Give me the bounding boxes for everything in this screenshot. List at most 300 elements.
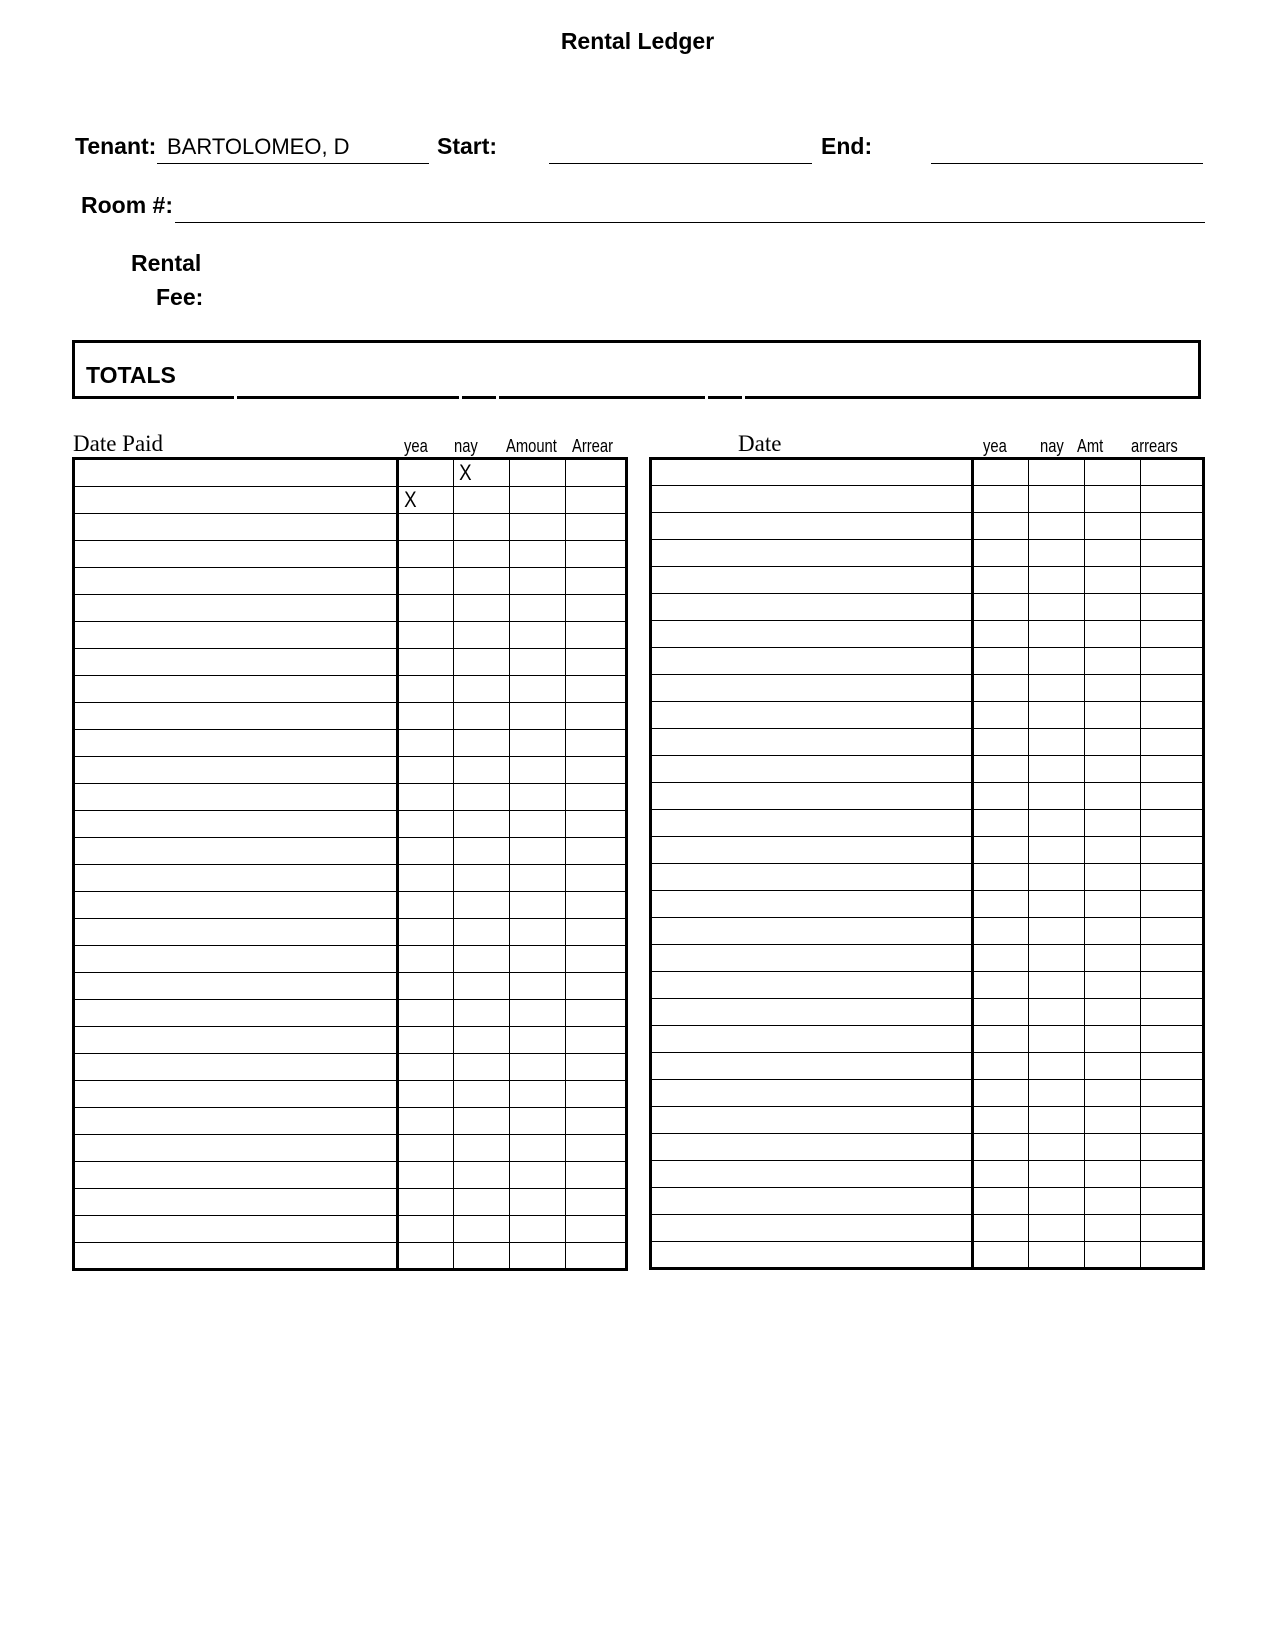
right-arrears-cell[interactable] (1141, 972, 1204, 999)
left-arrears-cell[interactable] (566, 459, 627, 487)
left-nay-cell[interactable] (454, 1216, 510, 1243)
left-yea-cell[interactable] (398, 1027, 454, 1054)
right-date-cell[interactable] (651, 1053, 973, 1080)
left-yea-cell[interactable] (398, 730, 454, 757)
left-nay-cell[interactable] (454, 973, 510, 1000)
right-amount-cell[interactable] (1085, 648, 1141, 675)
right-nay-cell[interactable] (1029, 783, 1085, 810)
left-arrears-cell[interactable] (566, 973, 627, 1000)
right-arrears-cell[interactable] (1141, 891, 1204, 918)
right-date-cell[interactable] (651, 945, 973, 972)
left-date-cell[interactable] (74, 757, 398, 784)
left-yea-cell[interactable] (398, 892, 454, 919)
left-nay-cell[interactable] (454, 568, 510, 595)
right-arrears-cell[interactable] (1141, 1242, 1204, 1269)
right-yea-cell[interactable] (973, 621, 1029, 648)
right-nay-cell[interactable] (1029, 1107, 1085, 1134)
right-arrears-cell[interactable] (1141, 1107, 1204, 1134)
right-nay-cell[interactable] (1029, 540, 1085, 567)
right-amount-cell[interactable] (1085, 1215, 1141, 1242)
left-arrears-cell[interactable] (566, 838, 627, 865)
left-arrears-cell[interactable] (566, 1000, 627, 1027)
right-amount-cell[interactable] (1085, 459, 1141, 486)
right-nay-cell[interactable] (1029, 837, 1085, 864)
left-amount-cell[interactable] (510, 703, 566, 730)
right-amount-cell[interactable] (1085, 540, 1141, 567)
right-nay-cell[interactable] (1029, 648, 1085, 675)
right-yea-cell[interactable] (973, 945, 1029, 972)
left-nay-cell[interactable] (454, 1243, 510, 1270)
right-amount-cell[interactable] (1085, 972, 1141, 999)
right-date-cell[interactable] (651, 675, 973, 702)
right-amount-cell[interactable] (1085, 810, 1141, 837)
right-arrears-cell[interactable] (1141, 1080, 1204, 1107)
right-arrears-cell[interactable] (1141, 945, 1204, 972)
left-arrears-cell[interactable] (566, 946, 627, 973)
right-arrears-cell[interactable] (1141, 513, 1204, 540)
left-date-cell[interactable] (74, 649, 398, 676)
right-date-cell[interactable] (651, 648, 973, 675)
right-yea-cell[interactable] (973, 513, 1029, 540)
right-nay-cell[interactable] (1029, 594, 1085, 621)
right-yea-cell[interactable] (973, 1026, 1029, 1053)
left-arrears-cell[interactable] (566, 1189, 627, 1216)
right-yea-cell[interactable] (973, 567, 1029, 594)
left-amount-cell[interactable] (510, 973, 566, 1000)
right-arrears-cell[interactable] (1141, 999, 1204, 1026)
right-nay-cell[interactable] (1029, 486, 1085, 513)
left-arrears-cell[interactable] (566, 1108, 627, 1135)
left-amount-cell[interactable] (510, 838, 566, 865)
left-nay-cell[interactable] (454, 649, 510, 676)
right-nay-cell[interactable] (1029, 1134, 1085, 1161)
right-yea-cell[interactable] (973, 486, 1029, 513)
right-amount-cell[interactable] (1085, 594, 1141, 621)
right-arrears-cell[interactable] (1141, 756, 1204, 783)
right-yea-cell[interactable] (973, 783, 1029, 810)
right-date-cell[interactable] (651, 837, 973, 864)
right-arrears-cell[interactable] (1141, 648, 1204, 675)
right-yea-cell[interactable] (973, 864, 1029, 891)
right-yea-cell[interactable] (973, 540, 1029, 567)
right-amount-cell[interactable] (1085, 891, 1141, 918)
right-date-cell[interactable] (651, 459, 973, 486)
right-arrears-cell[interactable] (1141, 783, 1204, 810)
right-arrears-cell[interactable] (1141, 729, 1204, 756)
right-amount-cell[interactable] (1085, 1161, 1141, 1188)
right-amount-cell[interactable] (1085, 1188, 1141, 1215)
right-amount-cell[interactable] (1085, 1134, 1141, 1161)
left-date-cell[interactable] (74, 514, 398, 541)
left-date-cell[interactable] (74, 1054, 398, 1081)
left-amount-cell[interactable] (510, 1135, 566, 1162)
right-amount-cell[interactable] (1085, 1107, 1141, 1134)
left-date-cell[interactable] (74, 622, 398, 649)
right-yea-cell[interactable] (973, 1188, 1029, 1215)
right-arrears-cell[interactable] (1141, 567, 1204, 594)
right-amount-cell[interactable] (1085, 675, 1141, 702)
right-date-cell[interactable] (651, 1026, 973, 1053)
left-amount-cell[interactable] (510, 514, 566, 541)
left-nay-cell[interactable] (454, 1027, 510, 1054)
right-arrears-cell[interactable] (1141, 810, 1204, 837)
left-amount-cell[interactable] (510, 1243, 566, 1270)
right-date-cell[interactable] (651, 1134, 973, 1161)
left-date-cell[interactable] (74, 973, 398, 1000)
left-amount-cell[interactable] (510, 1000, 566, 1027)
left-yea-cell[interactable] (398, 811, 454, 838)
left-amount-cell[interactable] (510, 865, 566, 892)
left-date-cell[interactable] (74, 730, 398, 757)
left-arrears-cell[interactable] (566, 649, 627, 676)
right-date-cell[interactable] (651, 1242, 973, 1269)
left-arrears-cell[interactable] (566, 1162, 627, 1189)
right-amount-cell[interactable] (1085, 1080, 1141, 1107)
left-nay-cell[interactable] (454, 676, 510, 703)
left-date-cell[interactable] (74, 946, 398, 973)
left-amount-cell[interactable] (510, 487, 566, 514)
left-amount-cell[interactable] (510, 568, 566, 595)
right-nay-cell[interactable] (1029, 1080, 1085, 1107)
right-arrears-cell[interactable] (1141, 621, 1204, 648)
left-amount-cell[interactable] (510, 892, 566, 919)
right-date-cell[interactable] (651, 756, 973, 783)
left-amount-cell[interactable] (510, 757, 566, 784)
right-amount-cell[interactable] (1085, 756, 1141, 783)
left-nay-cell[interactable] (454, 487, 510, 514)
right-yea-cell[interactable] (973, 999, 1029, 1026)
right-amount-cell[interactable] (1085, 918, 1141, 945)
right-yea-cell[interactable] (973, 837, 1029, 864)
left-date-cell[interactable] (74, 1108, 398, 1135)
left-yea-cell[interactable] (398, 1054, 454, 1081)
right-nay-cell[interactable] (1029, 918, 1085, 945)
left-amount-cell[interactable] (510, 1027, 566, 1054)
right-yea-cell[interactable] (973, 1080, 1029, 1107)
left-nay-cell[interactable] (454, 838, 510, 865)
left-arrears-cell[interactable] (566, 514, 627, 541)
left-date-cell[interactable] (74, 595, 398, 622)
right-nay-cell[interactable] (1029, 810, 1085, 837)
left-amount-cell[interactable] (510, 541, 566, 568)
right-date-cell[interactable] (651, 540, 973, 567)
left-yea-cell[interactable] (398, 676, 454, 703)
left-nay-cell[interactable] (454, 919, 510, 946)
left-date-cell[interactable] (74, 784, 398, 811)
left-date-cell[interactable] (74, 811, 398, 838)
left-date-cell[interactable] (74, 541, 398, 568)
right-arrears-cell[interactable] (1141, 675, 1204, 702)
right-arrears-cell[interactable] (1141, 540, 1204, 567)
left-arrears-cell[interactable] (566, 676, 627, 703)
left-amount-cell[interactable] (510, 1081, 566, 1108)
left-yea-cell[interactable] (398, 919, 454, 946)
right-nay-cell[interactable] (1029, 756, 1085, 783)
left-yea-cell[interactable] (398, 946, 454, 973)
right-yea-cell[interactable] (973, 459, 1029, 486)
left-nay-cell[interactable] (454, 1189, 510, 1216)
right-date-cell[interactable] (651, 513, 973, 540)
right-amount-cell[interactable] (1085, 1242, 1141, 1269)
left-date-cell[interactable] (74, 703, 398, 730)
left-amount-cell[interactable] (510, 1162, 566, 1189)
right-amount-cell[interactable] (1085, 864, 1141, 891)
right-amount-cell[interactable] (1085, 513, 1141, 540)
right-nay-cell[interactable] (1029, 864, 1085, 891)
right-yea-cell[interactable] (973, 648, 1029, 675)
left-arrears-cell[interactable] (566, 1243, 627, 1270)
left-amount-cell[interactable] (510, 784, 566, 811)
left-date-cell[interactable] (74, 892, 398, 919)
right-amount-cell[interactable] (1085, 621, 1141, 648)
left-yea-cell[interactable] (398, 459, 454, 487)
right-yea-cell[interactable] (973, 1053, 1029, 1080)
left-amount-cell[interactable] (510, 1216, 566, 1243)
left-date-cell[interactable] (74, 1216, 398, 1243)
right-nay-cell[interactable] (1029, 972, 1085, 999)
right-yea-cell[interactable] (973, 729, 1029, 756)
left-nay-cell[interactable] (454, 1135, 510, 1162)
left-amount-cell[interactable] (510, 1108, 566, 1135)
left-amount-cell[interactable] (510, 649, 566, 676)
left-date-cell[interactable] (74, 676, 398, 703)
left-yea-cell[interactable] (398, 1108, 454, 1135)
left-arrears-cell[interactable] (566, 1027, 627, 1054)
right-date-cell[interactable] (651, 621, 973, 648)
left-nay-cell[interactable] (454, 757, 510, 784)
left-yea-cell[interactable] (398, 757, 454, 784)
left-nay-cell[interactable] (454, 865, 510, 892)
left-yea-cell[interactable] (398, 649, 454, 676)
left-arrears-cell[interactable] (566, 784, 627, 811)
left-arrears-cell[interactable] (566, 1081, 627, 1108)
right-date-cell[interactable] (651, 999, 973, 1026)
right-date-cell[interactable] (651, 891, 973, 918)
right-nay-cell[interactable] (1029, 1026, 1085, 1053)
left-yea-cell[interactable] (398, 865, 454, 892)
left-yea-cell[interactable] (398, 784, 454, 811)
right-arrears-cell[interactable] (1141, 1161, 1204, 1188)
left-nay-cell[interactable] (454, 784, 510, 811)
left-yea-cell[interactable] (398, 973, 454, 1000)
left-arrears-cell[interactable] (566, 703, 627, 730)
left-yea-cell[interactable] (398, 1000, 454, 1027)
left-amount-cell[interactable] (510, 919, 566, 946)
left-amount-cell[interactable] (510, 595, 566, 622)
left-nay-cell[interactable] (454, 1081, 510, 1108)
right-nay-cell[interactable] (1029, 1242, 1085, 1269)
left-yea-cell[interactable] (398, 1081, 454, 1108)
right-nay-cell[interactable] (1029, 702, 1085, 729)
left-yea-cell[interactable] (398, 541, 454, 568)
right-date-cell[interactable] (651, 702, 973, 729)
left-amount-cell[interactable] (510, 730, 566, 757)
right-yea-cell[interactable] (973, 1161, 1029, 1188)
left-date-cell[interactable] (74, 1162, 398, 1189)
right-nay-cell[interactable] (1029, 459, 1085, 486)
left-arrears-cell[interactable] (566, 730, 627, 757)
right-amount-cell[interactable] (1085, 1026, 1141, 1053)
right-arrears-cell[interactable] (1141, 1215, 1204, 1242)
tenant-field[interactable]: BARTOLOMEO, D (167, 134, 350, 159)
left-amount-cell[interactable] (510, 811, 566, 838)
left-yea-cell[interactable] (398, 1216, 454, 1243)
left-date-cell[interactable] (74, 838, 398, 865)
left-date-cell[interactable] (74, 1000, 398, 1027)
left-date-cell[interactable] (74, 1189, 398, 1216)
right-yea-cell[interactable] (973, 594, 1029, 621)
right-date-cell[interactable] (651, 783, 973, 810)
left-yea-cell[interactable] (398, 487, 454, 514)
right-arrears-cell[interactable] (1141, 594, 1204, 621)
left-yea-cell[interactable] (398, 703, 454, 730)
right-yea-cell[interactable] (973, 1107, 1029, 1134)
right-date-cell[interactable] (651, 1107, 973, 1134)
left-date-cell[interactable] (74, 487, 398, 514)
left-arrears-cell[interactable] (566, 919, 627, 946)
left-amount-cell[interactable] (510, 622, 566, 649)
right-date-cell[interactable] (651, 1215, 973, 1242)
left-date-cell[interactable] (74, 865, 398, 892)
right-arrears-cell[interactable] (1141, 702, 1204, 729)
left-nay-cell[interactable] (454, 595, 510, 622)
right-arrears-cell[interactable] (1141, 1026, 1204, 1053)
right-arrears-cell[interactable] (1141, 918, 1204, 945)
right-date-cell[interactable] (651, 1161, 973, 1188)
right-nay-cell[interactable] (1029, 513, 1085, 540)
left-arrears-cell[interactable] (566, 811, 627, 838)
left-arrears-cell[interactable] (566, 757, 627, 784)
right-yea-cell[interactable] (973, 702, 1029, 729)
left-amount-cell[interactable] (510, 1189, 566, 1216)
left-nay-cell[interactable] (454, 541, 510, 568)
right-arrears-cell[interactable] (1141, 864, 1204, 891)
right-date-cell[interactable] (651, 1188, 973, 1215)
right-nay-cell[interactable] (1029, 891, 1085, 918)
left-yea-cell[interactable] (398, 568, 454, 595)
right-amount-cell[interactable] (1085, 1053, 1141, 1080)
left-arrears-cell[interactable] (566, 487, 627, 514)
left-yea-cell[interactable] (398, 622, 454, 649)
left-arrears-cell[interactable] (566, 892, 627, 919)
right-yea-cell[interactable] (973, 756, 1029, 783)
right-arrears-cell[interactable] (1141, 837, 1204, 864)
left-arrears-cell[interactable] (566, 865, 627, 892)
left-nay-cell[interactable] (454, 514, 510, 541)
right-arrears-cell[interactable] (1141, 1053, 1204, 1080)
right-amount-cell[interactable] (1085, 837, 1141, 864)
right-date-cell[interactable] (651, 972, 973, 999)
right-arrears-cell[interactable] (1141, 459, 1204, 486)
left-nay-cell[interactable] (454, 622, 510, 649)
right-amount-cell[interactable] (1085, 702, 1141, 729)
right-nay-cell[interactable] (1029, 675, 1085, 702)
left-nay-cell[interactable] (454, 892, 510, 919)
right-nay-cell[interactable] (1029, 1188, 1085, 1215)
right-amount-cell[interactable] (1085, 945, 1141, 972)
left-yea-cell[interactable] (398, 1243, 454, 1270)
left-amount-cell[interactable] (510, 946, 566, 973)
left-date-cell[interactable] (74, 1135, 398, 1162)
right-date-cell[interactable] (651, 864, 973, 891)
left-amount-cell[interactable] (510, 676, 566, 703)
left-nay-cell[interactable] (454, 1054, 510, 1081)
right-arrears-cell[interactable] (1141, 486, 1204, 513)
left-yea-cell[interactable] (398, 838, 454, 865)
left-nay-cell[interactable] (454, 703, 510, 730)
right-date-cell[interactable] (651, 486, 973, 513)
left-date-cell[interactable] (74, 1027, 398, 1054)
left-date-cell[interactable] (74, 1243, 398, 1270)
left-nay-cell[interactable] (454, 1000, 510, 1027)
left-nay-cell[interactable] (454, 811, 510, 838)
right-yea-cell[interactable] (973, 1242, 1029, 1269)
right-date-cell[interactable] (651, 729, 973, 756)
left-yea-cell[interactable] (398, 1189, 454, 1216)
left-yea-cell[interactable] (398, 1162, 454, 1189)
right-yea-cell[interactable] (973, 972, 1029, 999)
right-nay-cell[interactable] (1029, 1161, 1085, 1188)
left-nay-cell[interactable] (454, 730, 510, 757)
right-nay-cell[interactable] (1029, 621, 1085, 648)
right-date-cell[interactable] (651, 918, 973, 945)
right-nay-cell[interactable] (1029, 1215, 1085, 1242)
right-date-cell[interactable] (651, 1080, 973, 1107)
right-date-cell[interactable] (651, 567, 973, 594)
left-arrears-cell[interactable] (566, 1054, 627, 1081)
left-date-cell[interactable] (74, 919, 398, 946)
right-yea-cell[interactable] (973, 1134, 1029, 1161)
right-nay-cell[interactable] (1029, 1053, 1085, 1080)
right-yea-cell[interactable] (973, 675, 1029, 702)
left-arrears-cell[interactable] (566, 1135, 627, 1162)
left-date-cell[interactable] (74, 459, 398, 487)
left-yea-cell[interactable] (398, 1135, 454, 1162)
right-yea-cell[interactable] (973, 891, 1029, 918)
left-yea-cell[interactable] (398, 595, 454, 622)
right-yea-cell[interactable] (973, 810, 1029, 837)
left-arrears-cell[interactable] (566, 622, 627, 649)
left-arrears-cell[interactable] (566, 541, 627, 568)
right-yea-cell[interactable] (973, 1215, 1029, 1242)
left-date-cell[interactable] (74, 568, 398, 595)
left-yea-cell[interactable] (398, 514, 454, 541)
right-amount-cell[interactable] (1085, 999, 1141, 1026)
left-nay-cell[interactable] (454, 459, 510, 487)
right-amount-cell[interactable] (1085, 783, 1141, 810)
left-amount-cell[interactable] (510, 1054, 566, 1081)
left-nay-cell[interactable] (454, 946, 510, 973)
left-date-cell[interactable] (74, 1081, 398, 1108)
right-nay-cell[interactable] (1029, 729, 1085, 756)
left-nay-cell[interactable] (454, 1162, 510, 1189)
left-nay-cell[interactable] (454, 1108, 510, 1135)
left-arrears-cell[interactable] (566, 1216, 627, 1243)
right-amount-cell[interactable] (1085, 729, 1141, 756)
right-nay-cell[interactable] (1029, 945, 1085, 972)
right-date-cell[interactable] (651, 810, 973, 837)
left-amount-cell[interactable] (510, 459, 566, 487)
right-nay-cell[interactable] (1029, 999, 1085, 1026)
right-nay-cell[interactable] (1029, 567, 1085, 594)
left-arrears-cell[interactable] (566, 568, 627, 595)
right-arrears-cell[interactable] (1141, 1134, 1204, 1161)
right-date-cell[interactable] (651, 594, 973, 621)
right-amount-cell[interactable] (1085, 486, 1141, 513)
right-arrears-cell[interactable] (1141, 1188, 1204, 1215)
right-amount-cell[interactable] (1085, 567, 1141, 594)
right-yea-cell[interactable] (973, 918, 1029, 945)
